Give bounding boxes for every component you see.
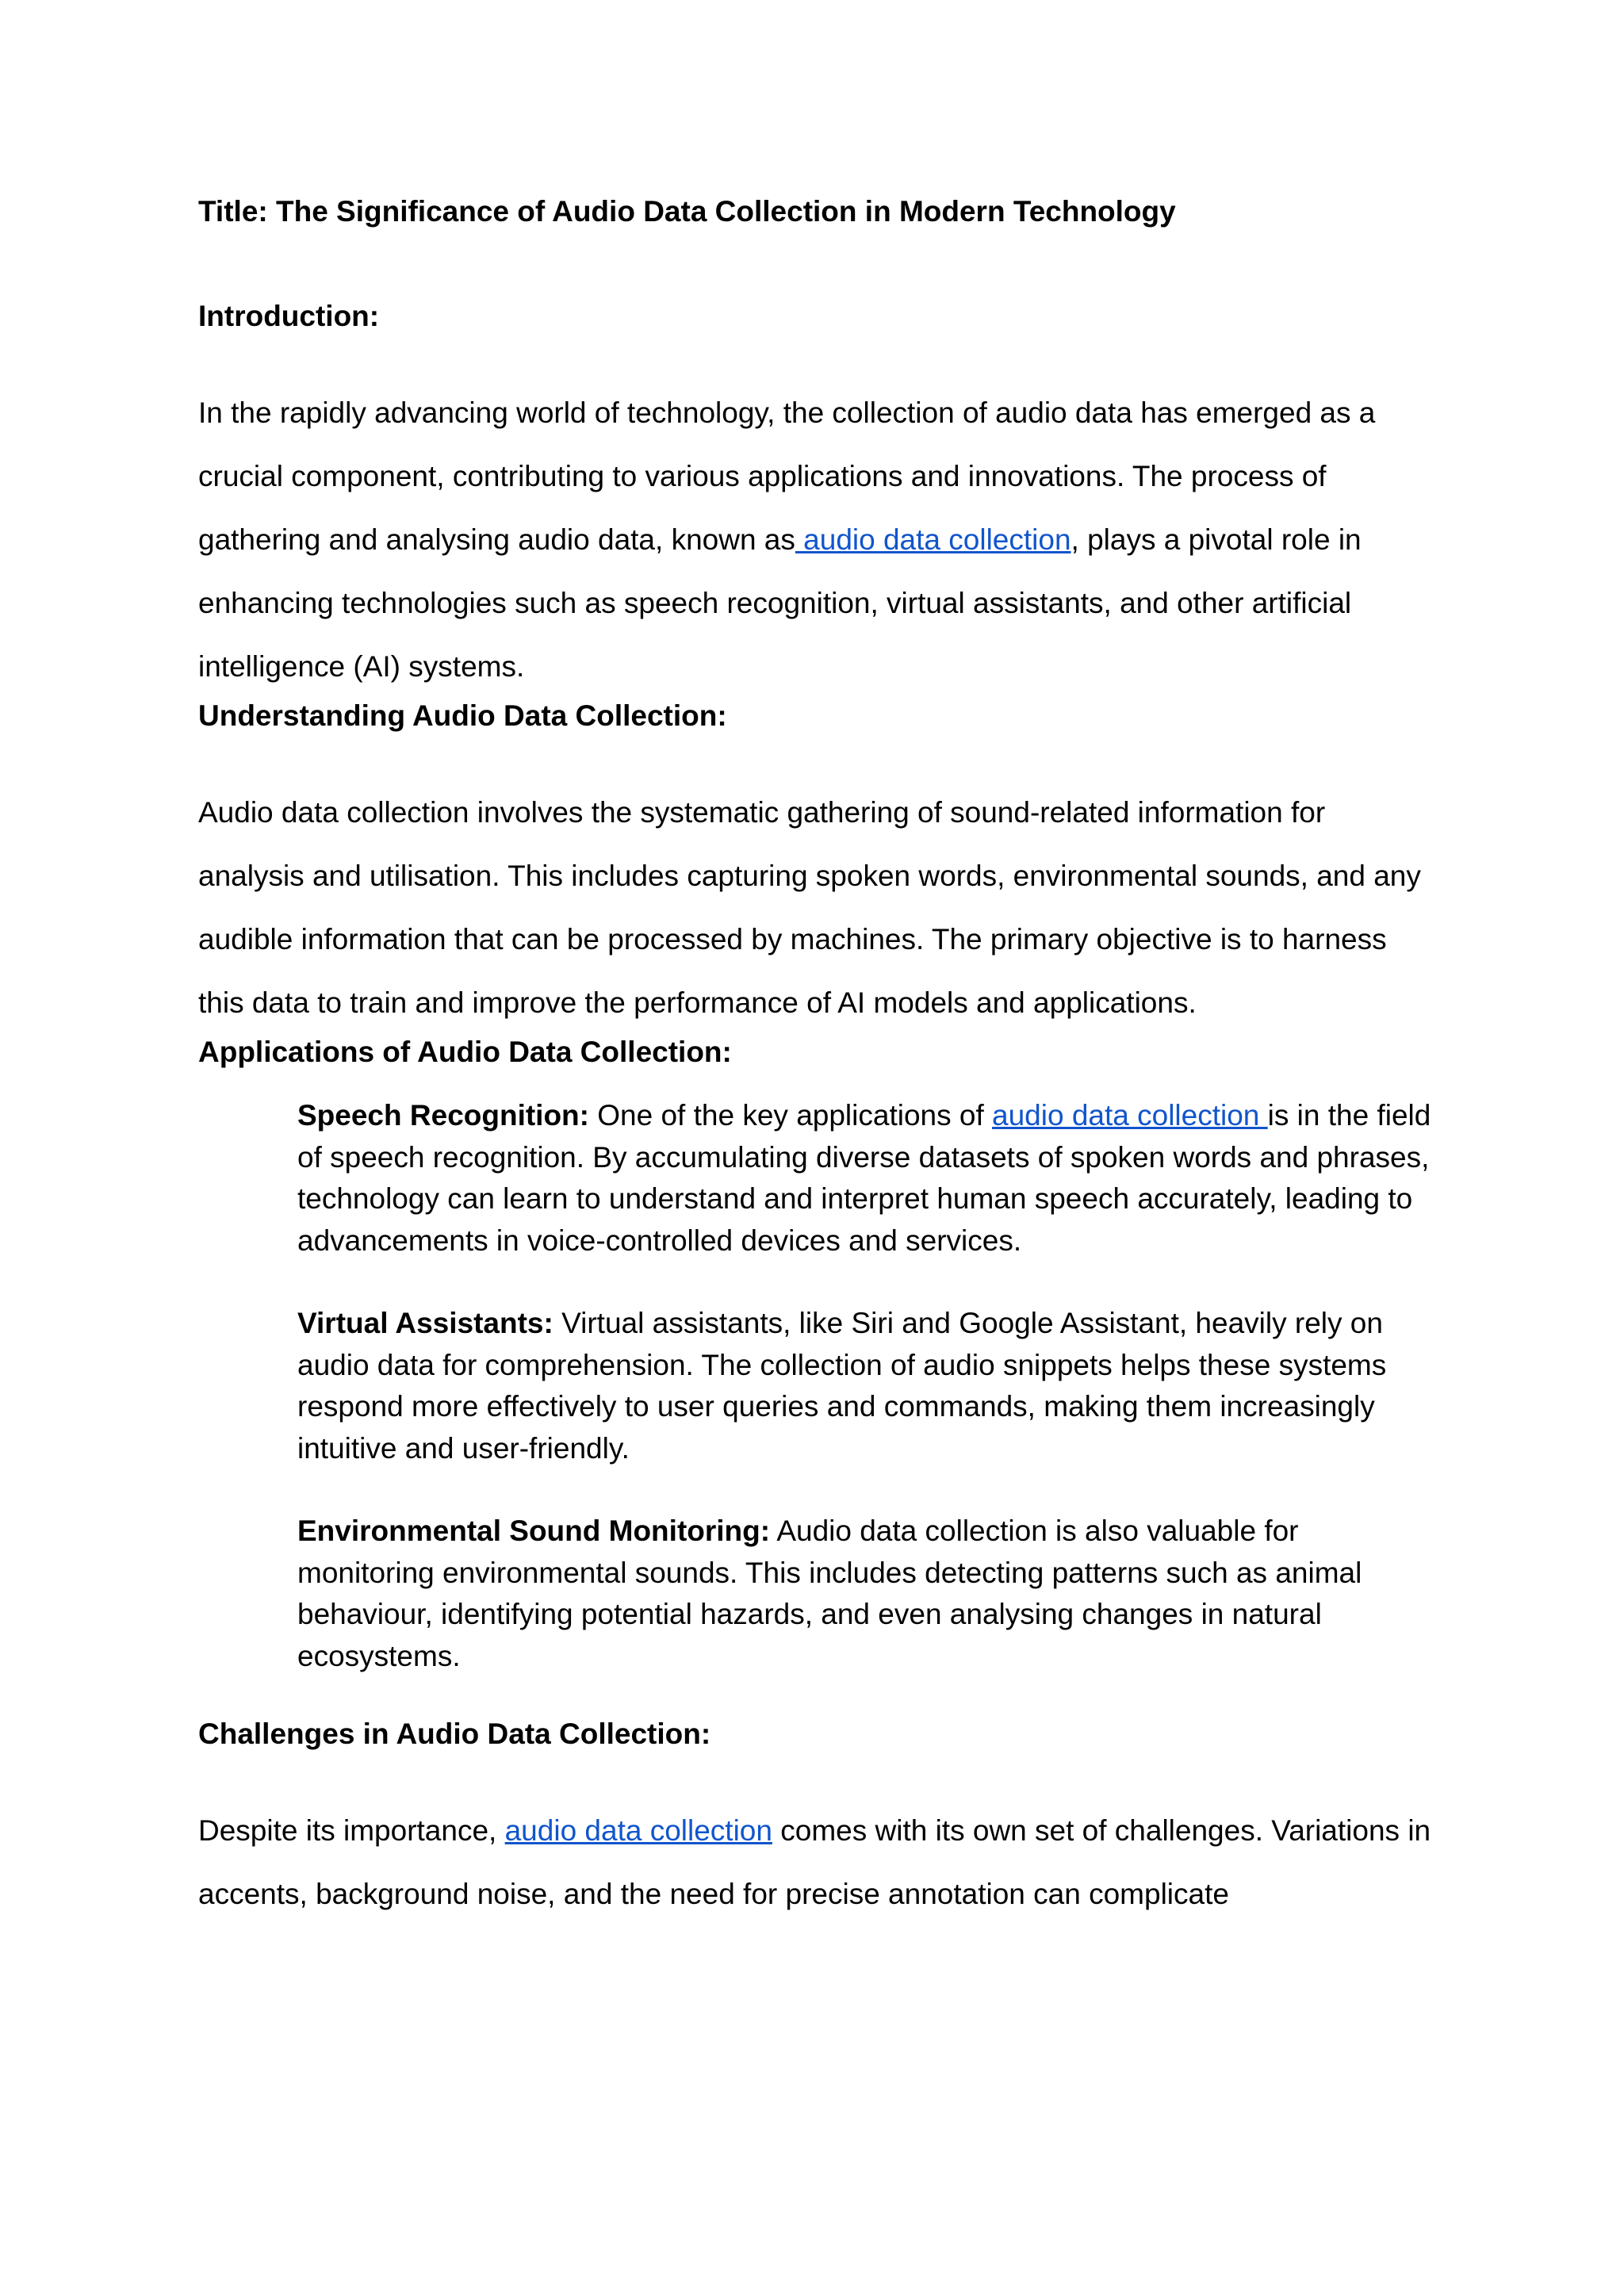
- document-title: Title: The Significance of Audio Data Collection in Modern Technology: [198, 195, 1176, 228]
- introduction-heading: Introduction:: [198, 300, 380, 332]
- challenges-text-before: Despite its importance,: [198, 1814, 505, 1847]
- introduction-paragraph: [198, 381, 1435, 699]
- challenges-audio-data-collection-link[interactable]: audio data collection: [504, 1814, 772, 1847]
- application-term: Speech Recognition:: [297, 1099, 589, 1132]
- applications-list: [297, 1095, 1435, 1677]
- application-text-after: is in the field of speech recognition. By accumulating diverse datasets of spoken words and phrases, technology can learn to understand and interpret human speech accurately, leading to advancements in voice-controlled devices and services.: [297, 1099, 1431, 1257]
- introduction-text-after: , plays a pivotal role in enhancing technologies such as speech recognition, virtual assistants, and other artificial intelligence (AI) systems.: [198, 523, 1362, 683]
- application-item-virtual-assistants: [297, 1303, 1435, 1469]
- introduction-text-before: In the rapidly advancing world of technology, the collection of audio data has emerged as a crucial component, contributing to various applications and innovations. The process of gathering and analysing audio data, known as: [198, 396, 1376, 556]
- speech-recognition-audio-data-collection-link[interactable]: audio data collection: [992, 1099, 1268, 1132]
- application-text: Audio data collection is also valuable for monitoring environmental sounds. This includes detecting patterns such as animal behaviour, identifying potential hazards, and even analysing changes in natural ecosystems.: [297, 1515, 1362, 1672]
- challenges-paragraph: [198, 1799, 1435, 1926]
- application-term: Environmental Sound Monitoring:: [297, 1515, 771, 1547]
- document-page: [198, 194, 1435, 1926]
- understanding-paragraph: Audio data collection involves the systematic gathering of sound-related information for analysis and utilisation. This includes capturing spoken words, environmental sounds, and any audible information that can be processed by machines. The primary objective is to harness this data to train and improve the performance of AI models and applications.: [198, 796, 1421, 1019]
- challenges-text-after: comes with its own set of challenges. Variations in accents, background noise, and the need for precise annotation can complicate: [198, 1814, 1431, 1910]
- application-term: Virtual Assistants:: [297, 1307, 553, 1339]
- applications-heading: Applications of Audio Data Collection:: [198, 1036, 732, 1068]
- understanding-heading: Understanding Audio Data Collection:: [198, 699, 727, 732]
- introduction-audio-data-collection-link[interactable]: audio data collection: [795, 523, 1071, 556]
- application-text-before: One of the key applications of: [588, 1099, 993, 1132]
- application-text: Virtual assistants, like Siri and Google Assistant, heavily rely on audio data for comprehension. The collection of audio snippets helps these systems respond more effectively to user queries and commands, making them increasingly intuitive and user-friendly.: [297, 1307, 1387, 1465]
- challenges-heading: Challenges in Audio Data Collection:: [198, 1718, 711, 1750]
- application-item-environmental-sound-monitoring: [297, 1511, 1435, 1677]
- application-item-speech-recognition: [297, 1095, 1435, 1262]
